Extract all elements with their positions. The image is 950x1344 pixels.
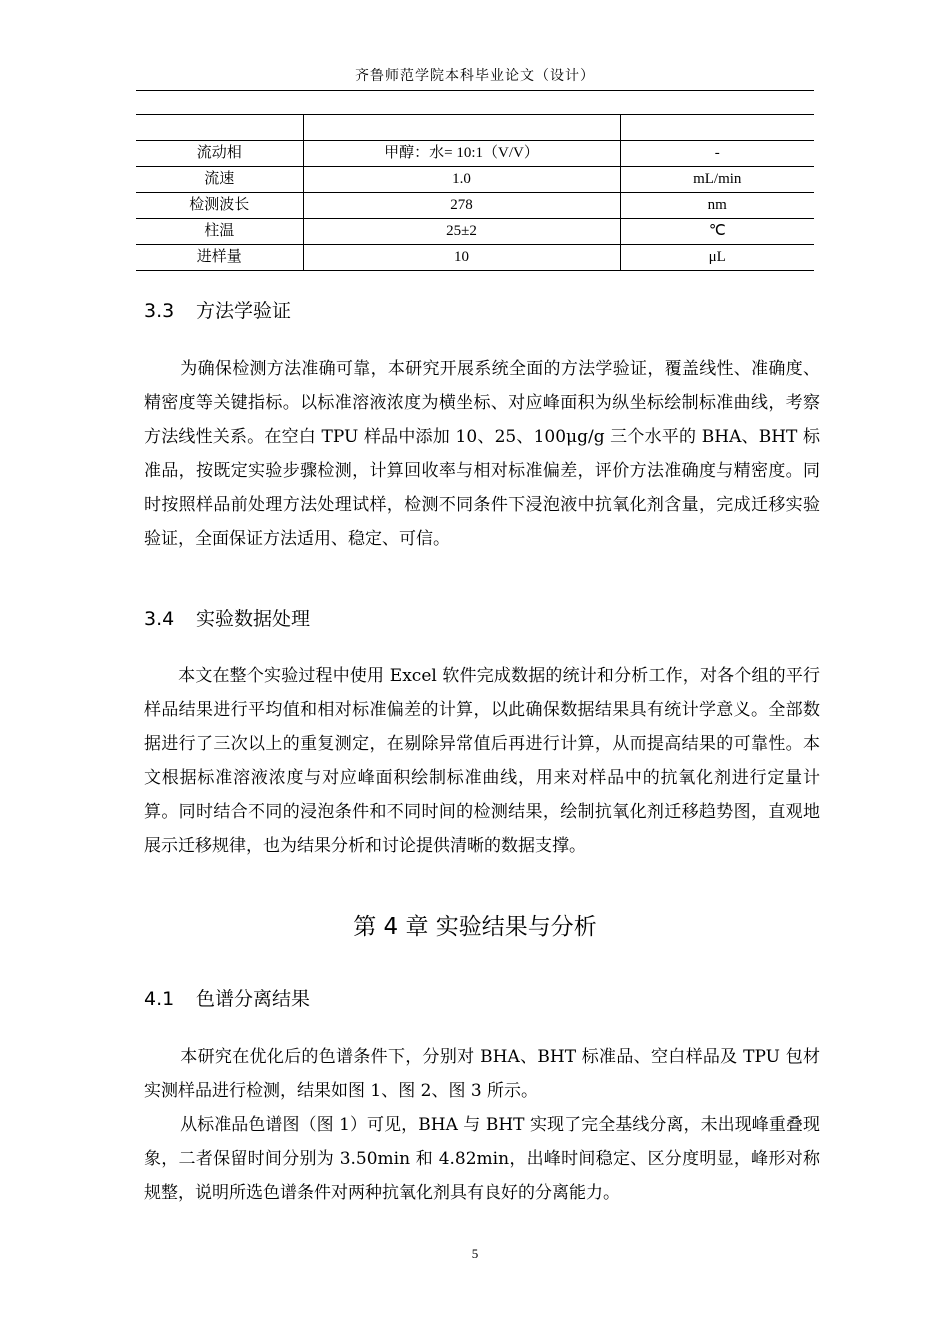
table-cell: mL/min (620, 167, 814, 193)
hplc-conditions-table (136, 114, 814, 271)
table-cell: 流动相 (136, 141, 303, 167)
table-row (136, 245, 814, 271)
paragraph-data-processing (144, 659, 820, 863)
table-cell: 1.0 (303, 167, 620, 193)
table-row (136, 219, 814, 245)
paragraph-text: 为确保检测方法准确可靠，本研究开展系统全面的方法学验证，覆盖线性、准确度、精密度等关键指标。以标准溶液浓度为横坐标、对应峰面积为纵坐标绘制标准曲线，考察方法线性关系。在空白 TPU 样品中添加 10、25、100μg/g 三个水平的 BHA、BHT 标准品，按既定实验步骤检测，计算回收率与相对标准偏差，评价方法准确度与精密度。同时按照样品前处理方法处理试样，检测不同条件下浸泡液中抗氧化剂含量，完成迁移实验验证，全面保证方法适用、稳定、可信。 (144, 359, 820, 549)
table-cell: 10 (303, 245, 620, 271)
paragraph-text: 本研究在优化后的色谱条件下，分别对 BHA、BHT 标准品、空白样品及 TPU 包材实测样品进行检测，结果如图 1、图 2、图 3 所示。 (144, 1047, 820, 1101)
table-cell (303, 115, 620, 141)
paragraph-method-validation (144, 352, 820, 556)
table-row (136, 193, 814, 219)
table-cell: 检测波长 (136, 193, 303, 219)
table-row (136, 141, 814, 167)
section-title: 色谱分离结果 (196, 988, 311, 1010)
page-number: 5 (471, 1246, 479, 1261)
paragraph-standard-chromatogram (144, 1108, 820, 1210)
table-cell: - (620, 141, 814, 167)
table-row (136, 115, 814, 141)
paragraph-text: 从标准品色谱图（图 1）可见，BHA 与 BHT 实现了完全基线分离，未出现峰重叠现象，二者保留时间分别为 3.50min 和 4.82min，出峰时间稳定、区分度明显，峰形对称规整，说明所选色谱条件对两种抗氧化剂具有良好的分离能力。 (144, 1115, 820, 1203)
section-title: 方法学验证 (196, 300, 292, 322)
table-cell (620, 115, 814, 141)
paragraph-chromatography-intro (144, 1040, 820, 1108)
table-row (136, 167, 814, 193)
section-heading-4-1 (144, 985, 310, 1013)
section-number: 4.1 (144, 988, 175, 1010)
page-header: 齐鲁师范学院本科毕业论文（设计） (355, 68, 595, 84)
table-cell: 流速 (136, 167, 303, 193)
table-cell: 进样量 (136, 245, 303, 271)
table-cell: ℃ (620, 219, 814, 245)
section-title: 实验数据处理 (196, 608, 311, 630)
section-heading-3-3 (144, 297, 291, 325)
table-cell: nm (620, 193, 814, 219)
chapter-title: 第 4 章 实验结果与分析 (353, 914, 597, 940)
table-cell: μL (620, 245, 814, 271)
paragraph-text: 本文在整个实验过程中使用 Excel 软件完成数据的统计和分析工作，对各个组的平行样品结果进行平均值和相对标准偏差的计算，以此确保数据结果具有统计学意义。全部数据进行了三次以上的重复测定，在剔除异常值后再进行计算，从而提高结果的可靠性。本文根据标准溶液浓度与对应峰面积绘制标准曲线，用来对样品中的抗氧化剂进行定量计算。同时结合不同的浸泡条件和不同时间的检测结果，绘制抗氧化剂迁移趋势图，直观地展示迁移规律，也为结果分析和讨论提供清晰的数据支撑。 (144, 666, 820, 856)
table-cell: 25±2 (303, 219, 620, 245)
table-cell: 柱温 (136, 219, 303, 245)
table-cell (136, 115, 303, 141)
section-heading-3-4 (144, 605, 310, 633)
header-rule (136, 90, 814, 91)
section-number: 3.4 (144, 608, 175, 630)
section-number: 3.3 (144, 300, 175, 322)
table-cell: 甲醇：水= 10:1（V/V） (303, 141, 620, 167)
table-cell: 278 (303, 193, 620, 219)
